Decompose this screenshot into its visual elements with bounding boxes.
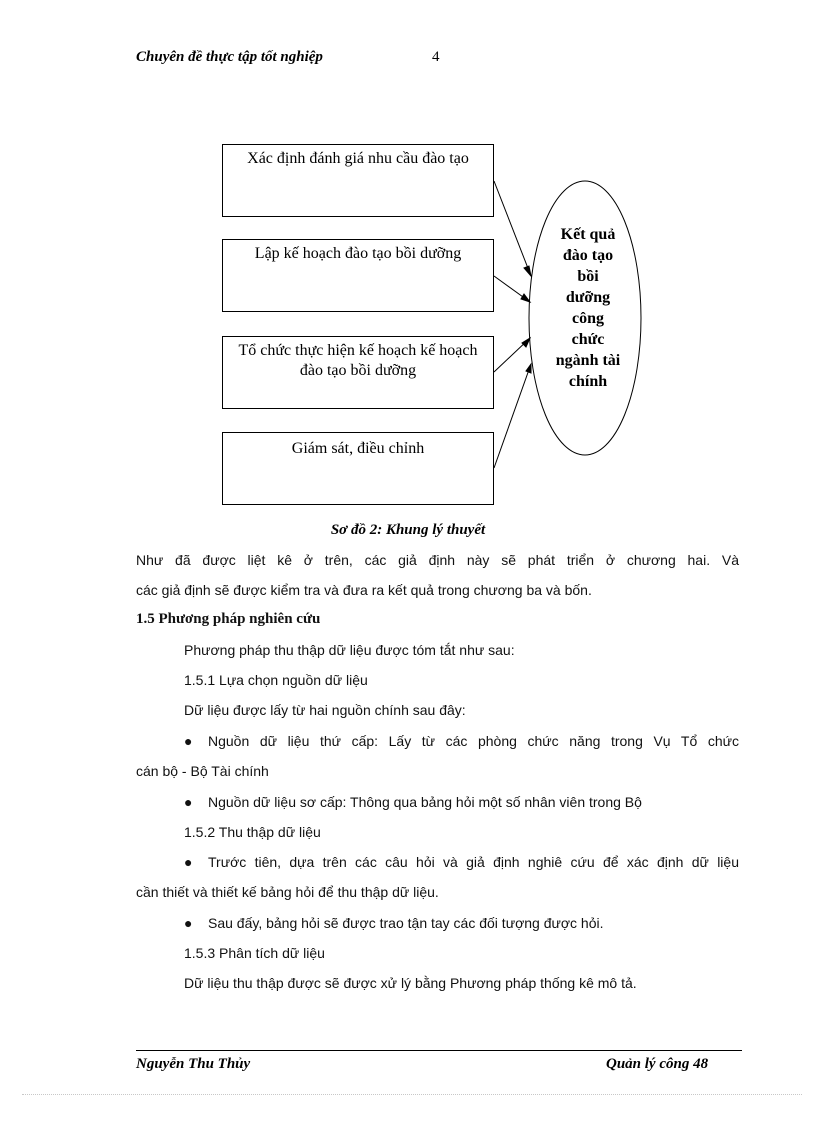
section-heading: 1.5 Phương pháp nghiên cứu — [136, 611, 321, 627]
result-line: bồi — [577, 268, 599, 285]
result-line: dưỡng — [565, 289, 611, 306]
bullet-icon: ● — [184, 854, 193, 870]
result-line: công — [572, 310, 604, 327]
page-edge — [22, 1094, 802, 1095]
bullet-text: Trước tiên, dựa trên các câu hỏi và giả định nghiê cứu để xác định dữ liệu — [208, 854, 739, 870]
result-line: chính — [568, 373, 608, 390]
box-plan-implementation: Tổ chức thực hiện kế hoạch kế hoạch đào tạo bồi dưỡng — [222, 336, 494, 409]
result-line: Kết quả — [560, 226, 616, 243]
arrowhead-4 — [526, 364, 531, 373]
page-number: 4 — [432, 49, 440, 65]
paragraph-line: cần thiết và thiết kế bảng hỏi để thu thập dữ liệu. — [136, 884, 439, 900]
box-needs-assessment: Xác định đánh giá nhu cầu đào tạo — [222, 144, 494, 217]
bullet-text: Sau đấy, bảng hỏi sẽ được trao tận tay các đối tượng được hỏi. — [208, 915, 604, 931]
box-training-plan: Lập kế hoạch đào tạo bồi dưỡng — [222, 239, 494, 312]
result-line: đào tạo — [562, 247, 614, 264]
footer-author: Nguyễn Thu Thủy — [136, 1056, 251, 1072]
result-line: ngành tài — [555, 352, 621, 369]
diagram-caption: Sơ đồ 2: Khung lý thuyết — [330, 522, 486, 538]
paragraph-line: Dữ liệu thu thập được sẽ được xử lý bằng Phương pháp thống kê mô tả. — [184, 975, 637, 991]
bullet-icon: ● — [184, 733, 193, 749]
paragraph-line: cán bộ - Bộ Tài chính — [136, 763, 269, 779]
arrow-1 — [494, 181, 531, 276]
subsection-heading: 1.5.3 Phân tích dữ liệu — [184, 945, 325, 961]
bullet-icon: ● — [184, 915, 193, 931]
footer-rule — [136, 1050, 742, 1051]
bullet-item — [184, 915, 604, 931]
arrowhead-2 — [521, 294, 530, 302]
paragraph-line: các giả định sẽ được kiểm tra và đưa ra kết quả trong chương ba và bốn. — [136, 582, 592, 598]
bullet-item — [184, 733, 739, 749]
bullet-text: Nguồn dữ liệu sơ cấp: Thông qua bảng hỏi một số nhân viên trong Bộ — [208, 794, 642, 810]
arrowhead-1 — [524, 266, 531, 276]
bullet-item — [184, 794, 642, 810]
result-label — [540, 224, 636, 392]
paragraph-line: Dữ liệu được lấy từ hai nguồn chính sau đây: — [184, 702, 466, 718]
bullet-text: Nguồn dữ liệu thứ cấp: Lấy từ các phòng chức năng trong Vụ Tổ chức — [208, 733, 739, 749]
result-line: chức — [571, 331, 605, 348]
arrow-4 — [494, 364, 531, 468]
bullet-icon: ● — [184, 794, 193, 810]
paragraph-line: Phương pháp thu thập dữ liệu được tóm tắt như sau: — [184, 642, 515, 658]
footer-class: Quản lý công 48 — [606, 1056, 709, 1072]
paragraph-line: Như đã được liệt kê ở trên, các giả định này sẽ phát triển ở chương hai. Và — [136, 552, 739, 568]
bullet-item — [184, 854, 739, 870]
box-monitoring: Giám sát, điều chỉnh — [222, 432, 494, 505]
subsection-heading: 1.5.1 Lựa chọn nguồn dữ liệu — [184, 672, 368, 688]
subsection-heading: 1.5.2 Thu thập dữ liệu — [184, 824, 321, 840]
header-title: Chuyên đề thực tập tốt nghiệp — [136, 49, 323, 65]
arrowhead-3 — [522, 338, 530, 347]
